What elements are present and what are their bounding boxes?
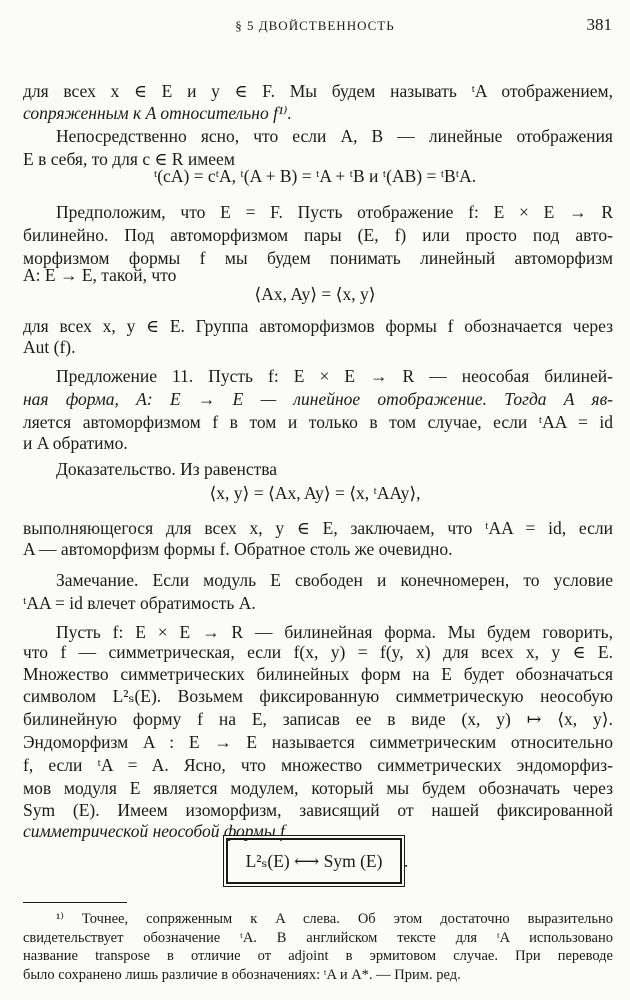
- text-line: что f — симметрическая, если f(x, y) = f(y, x) для всех x, y ∈ E.: [23, 642, 613, 662]
- text-line: для всех x ∈ E и y ∈ F. Мы будем называть ᵗA отображением,: [23, 81, 613, 101]
- section-title: § 5 ДВОЙСТВЕННОСТЬ: [235, 18, 395, 33]
- footnote-line: свидетельствует обозначение ᵗA. В английском тексте для ᵗA использовано: [23, 930, 613, 946]
- display-formula: ⟨Ax, Ay⟩ = ⟨x, y⟩: [254, 284, 376, 304]
- text-line: E в себя, то для c ∈ R имеем: [23, 149, 235, 169]
- text-line: и A обратимо.: [23, 433, 128, 453]
- footnote-rule: [23, 902, 127, 903]
- text-line: морфизмом формы f мы будем понимать линейный автоморфизм: [23, 248, 613, 268]
- footnote-line: было сохранено лишь различие в обозначениях: ᵗA и A*. — Прим. ред.: [23, 967, 461, 983]
- proposition-line: ная форма, A: E → E — линейное отображение. Тогда A яв-: [23, 389, 613, 409]
- text-line: A: E → E, такой, что: [23, 265, 177, 285]
- text-line: Aut (f).: [23, 337, 76, 357]
- footnote-line: название transpose в отличие от adjoint в эрмитовом случае. При переводе: [23, 948, 613, 964]
- text-line: f, если ᵗA = A. Ясно, что множество симметрических эндоморфиз-: [23, 755, 613, 775]
- text-line: Пусть f: E × E → R — билинейная форма. Мы будем говорить,: [56, 622, 613, 642]
- text-line: Предположим, что E = F. Пусть отображение f: E × E → R: [56, 202, 613, 222]
- text-line: ляется автоморфизмом f в том и только в том случае, если ᵗAA = id: [23, 412, 613, 432]
- text-line: Эндоморфизм A : E → E называется симметрическим относительно: [23, 732, 613, 752]
- display-formula: ⟨x, y⟩ = ⟨Ax, Ay⟩ = ⟨x, ᵗAAy⟩,: [209, 483, 421, 503]
- boxed-isomorphism: L²ₛ(E) ⟷ Sym (E): [226, 838, 402, 884]
- text-line: выполняющегося для всех x, y ∈ E, заключаем, что ᵗAA = id, если: [23, 518, 613, 538]
- text-line: Непосредственно ясно, что если A, B — линейные отображения: [56, 126, 613, 146]
- footnote-line: ¹⁾ Точнее, сопряженным к A слева. Об этом достаточно выразительно: [56, 911, 613, 927]
- text-line: символом L²ₛ(E). Возьмем фиксированную симметрическую неособую: [23, 686, 613, 706]
- text-line: билинейно. Под автоморфизмом пары (E, f) или просто под авто-: [23, 225, 613, 245]
- text-line: для всех x, y ∈ E. Группа автоморфизмов формы f обозначается через: [23, 316, 613, 336]
- proof-line: Доказательство. Из равенства: [56, 459, 278, 479]
- formula-period: .: [404, 851, 409, 871]
- proposition-line: Предложение 11. Пусть f: E × E → R — неособая билиней-: [56, 366, 613, 386]
- text-line: ᵗAA = id влечет обратимость A.: [23, 593, 256, 613]
- text-line: A — автоморфизм формы f. Обратное столь же очевидно.: [23, 539, 453, 559]
- text-line: сопряженным к A относительно f¹⁾.: [23, 103, 292, 123]
- running-header: [0, 14, 630, 38]
- page-number: 381: [586, 15, 612, 34]
- text-line: мов модуля E является модулем, который мы будем обозначать через: [23, 778, 613, 798]
- text-line: Множество симметрических билинейных форм на E будет обозначаться: [23, 664, 613, 684]
- text-line: симметрической неособой формы f,: [23, 821, 290, 841]
- text-line: Sym (E). Имеем изоморфизм, зависящий от нашей фиксированной: [23, 800, 613, 820]
- text-line: билинейную форму f на E, записав ее в виде (x, y) ↦ ⟨x, y⟩.: [23, 709, 613, 729]
- remark-line: Замечание. Если модуль E свободен и конечномерен, то условие: [56, 570, 613, 590]
- display-formula: ᵗ(cA) = cᵗA, ᵗ(A + B) = ᵗA + ᵗB и ᵗ(AB) = ᵗBᵗA.: [153, 166, 477, 186]
